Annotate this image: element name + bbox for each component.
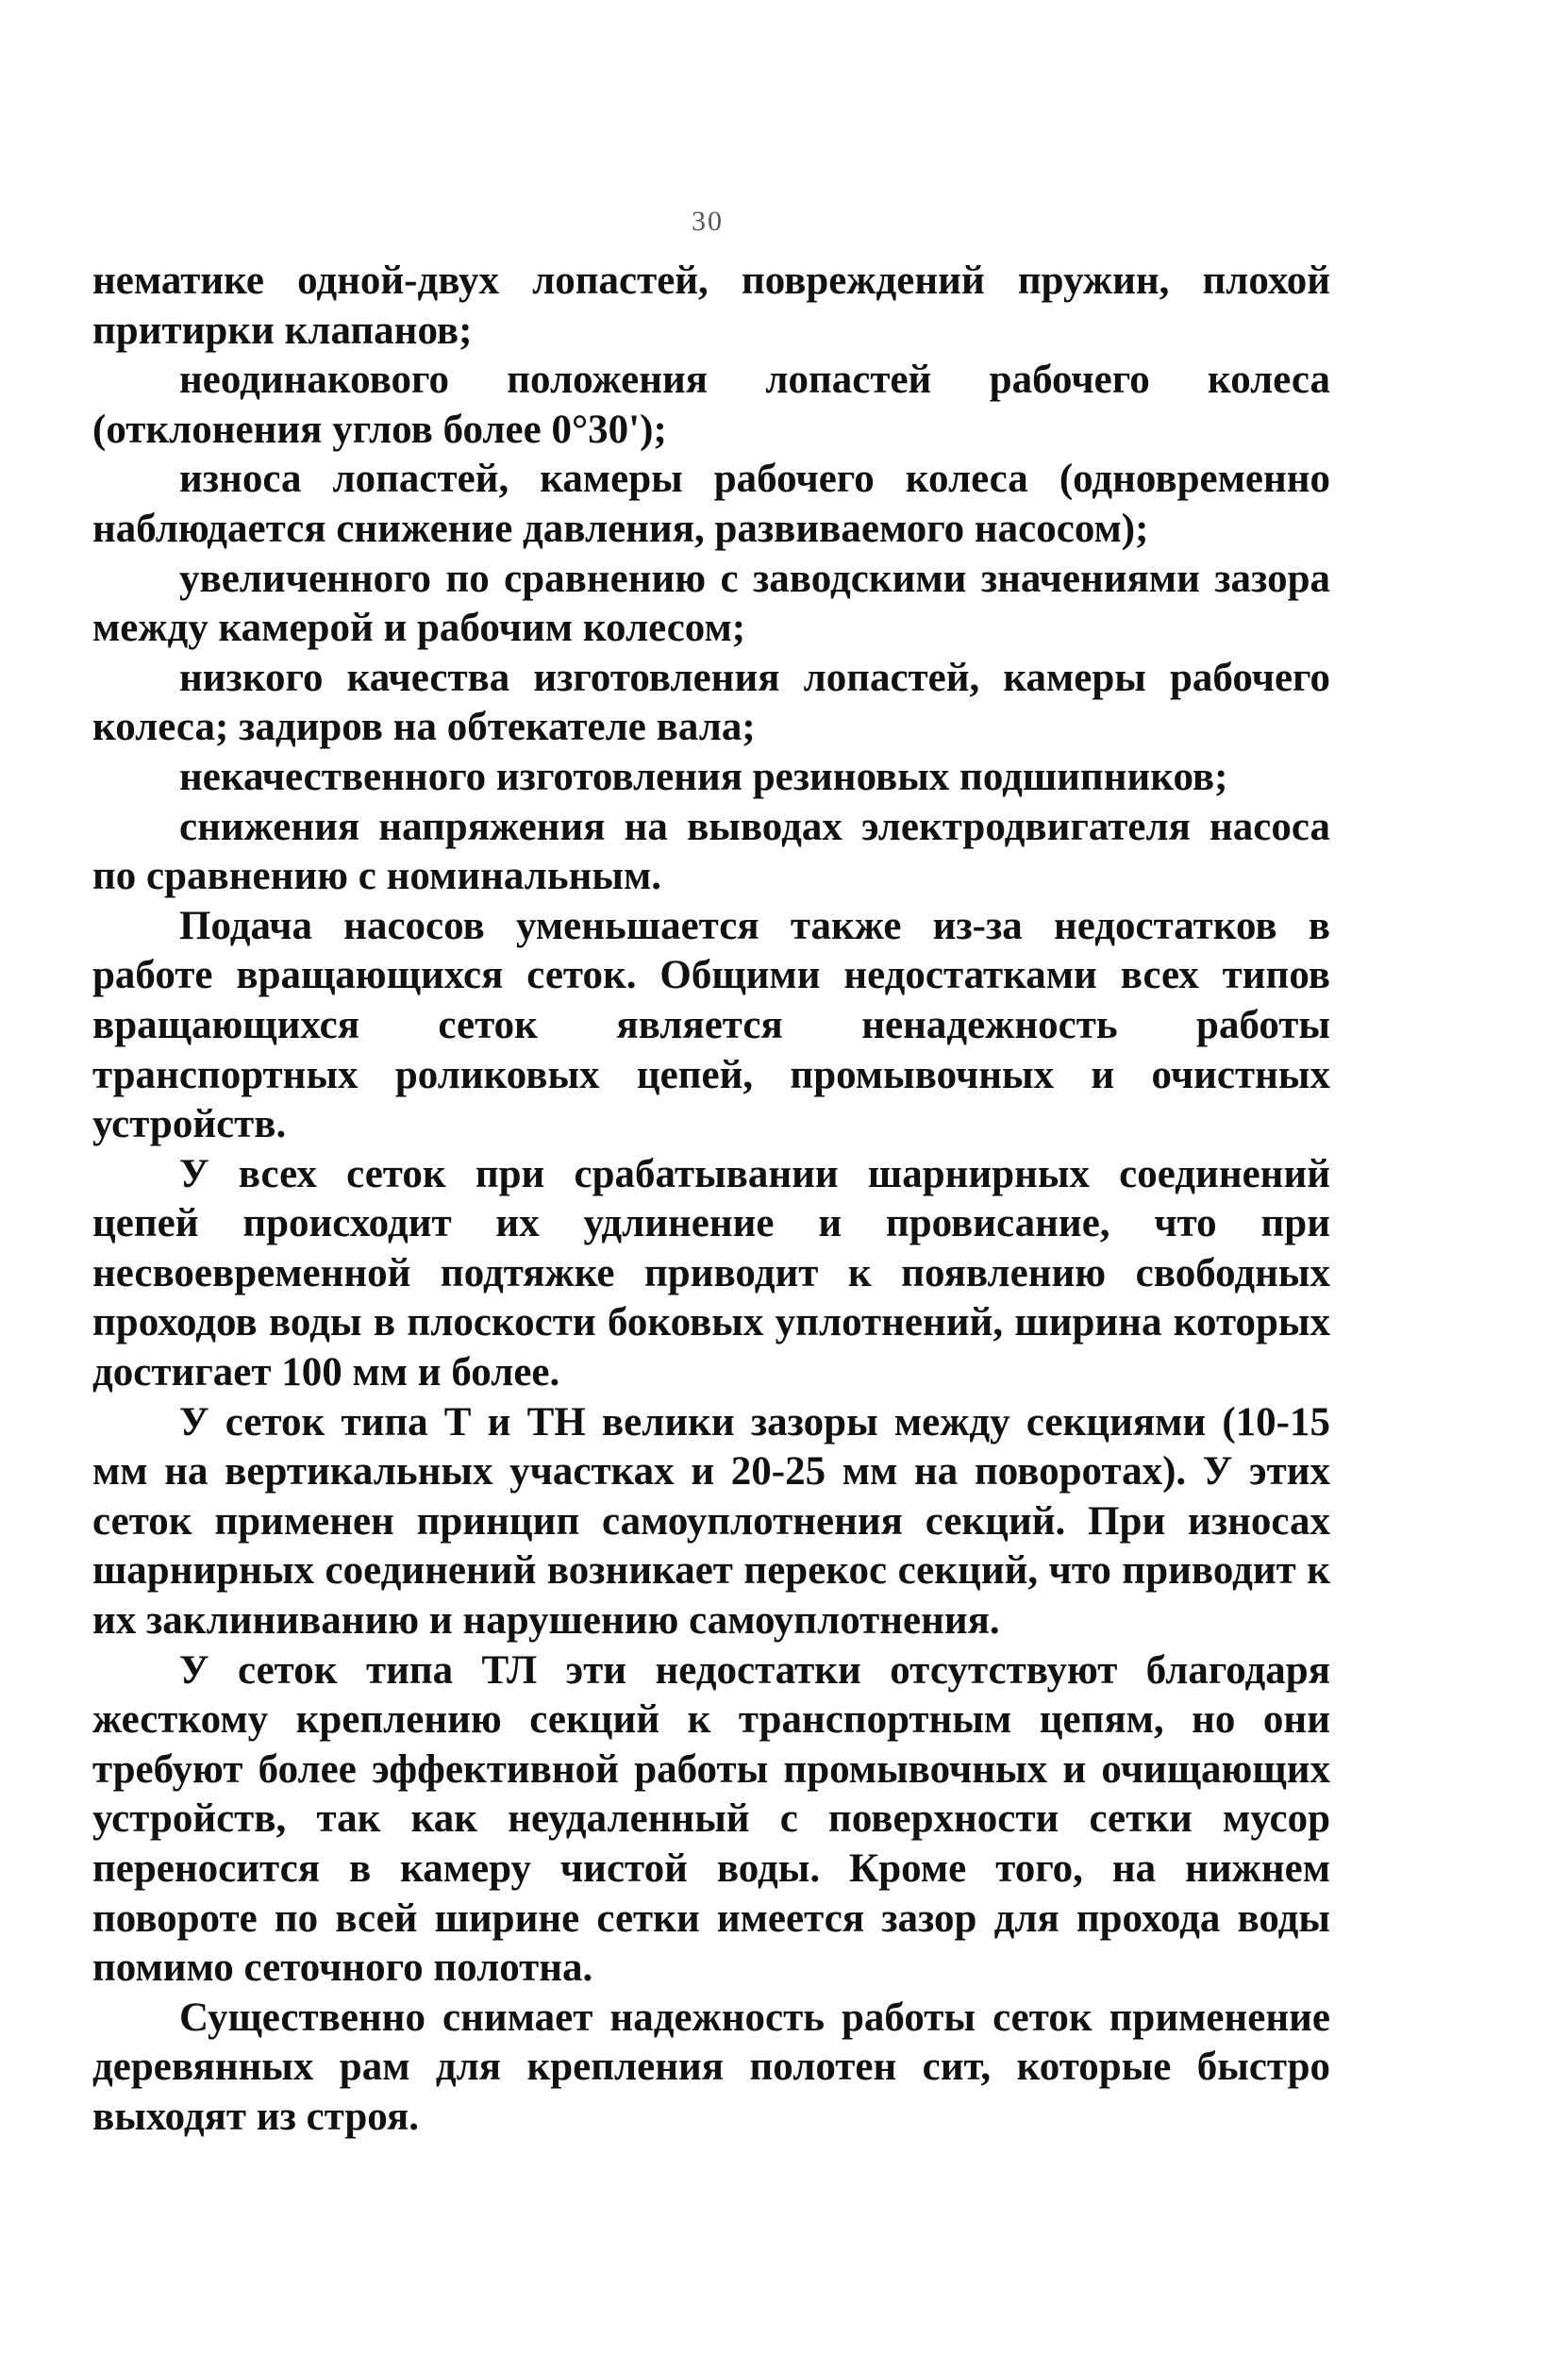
paragraph-wooden-frames: Существенно снимает надежность работы сеток применение деревянных рам для крепления полотен сит, которые быстро выходят из строя.: [92, 1995, 1330, 2139]
paragraph-rotating-screens: Подача насосов уменьшается также из-за недостатков в работе вращающихся сеток. Общими недостатками всех типов вращающихся сеток является ненадежность работы транспортных роликовых цепей, промывочных и очистных устройств.: [92, 903, 1330, 1147]
list-item-manufacturing-quality: низкого качества изготовления лопастей, камеры рабочего колеса; задиров на обтекателе вала;: [92, 655, 1330, 750]
list-item-rubber-bearings: некачественного изготовления резиновых подшипников;: [179, 754, 1228, 799]
paragraph-t-tn-screens: У сеток типа Т и ТН велики зазоры между секциями (10-15 мм на вертикальных участках и 20-25 мм на поворотах). У этих сеток применен принцип самоуплотнения секций. При износах шарнирных соединений возникает перекос секций, что приводит к их заклиниванию и нарушению самоуплотнения.: [92, 1399, 1330, 1644]
list-item-blade-position: неодинакового положения лопастей рабочего колеса (отклонения углов более 0°30');: [92, 358, 1330, 452]
paragraph-continuation: нематике одной-двух лопастей, повреждений пружин, плохой притирки клапанов;: [92, 259, 1330, 353]
page-body: [92, 257, 1330, 2143]
paragraph-chain-elongation: У всех сеток при срабатывании шарнирных соединений цепей происходит их удлинение и провисание, что при несвоевременной подтяжке приводит к появлению свободных проходов воды в плоскости боковых уплотнений, ширина которых достигает 100 мм и более.: [92, 1151, 1330, 1395]
list-item-voltage: снижения напряжения на выводах электродвигателя насоса по сравнению с номинальным.: [92, 804, 1330, 899]
page-number: 30: [692, 206, 724, 237]
list-item-blade-wear: износа лопастей, камеры рабочего колеса (одновременно наблюдается снижение давления, развиваемого насосом);: [92, 457, 1330, 551]
paragraph-tl-screens: У сеток типа ТЛ эти недостатки отсутствуют благодаря жесткому креплению секций к транспортным цепям, но они требуют более эффективной работы промывочных и очищающих устройств, так как неудаленный с поверхности сетки мусор переносится в камеру чистой воды. Кроме того, на нижнем повороте по всей ширине сетки имеется зазор для прохода воды помимо сеточного полотна.: [92, 1647, 1330, 1991]
list-item-gap: увеличенного по сравнению с заводскими значениями зазора между камерой и рабочим колесом;: [92, 556, 1330, 651]
